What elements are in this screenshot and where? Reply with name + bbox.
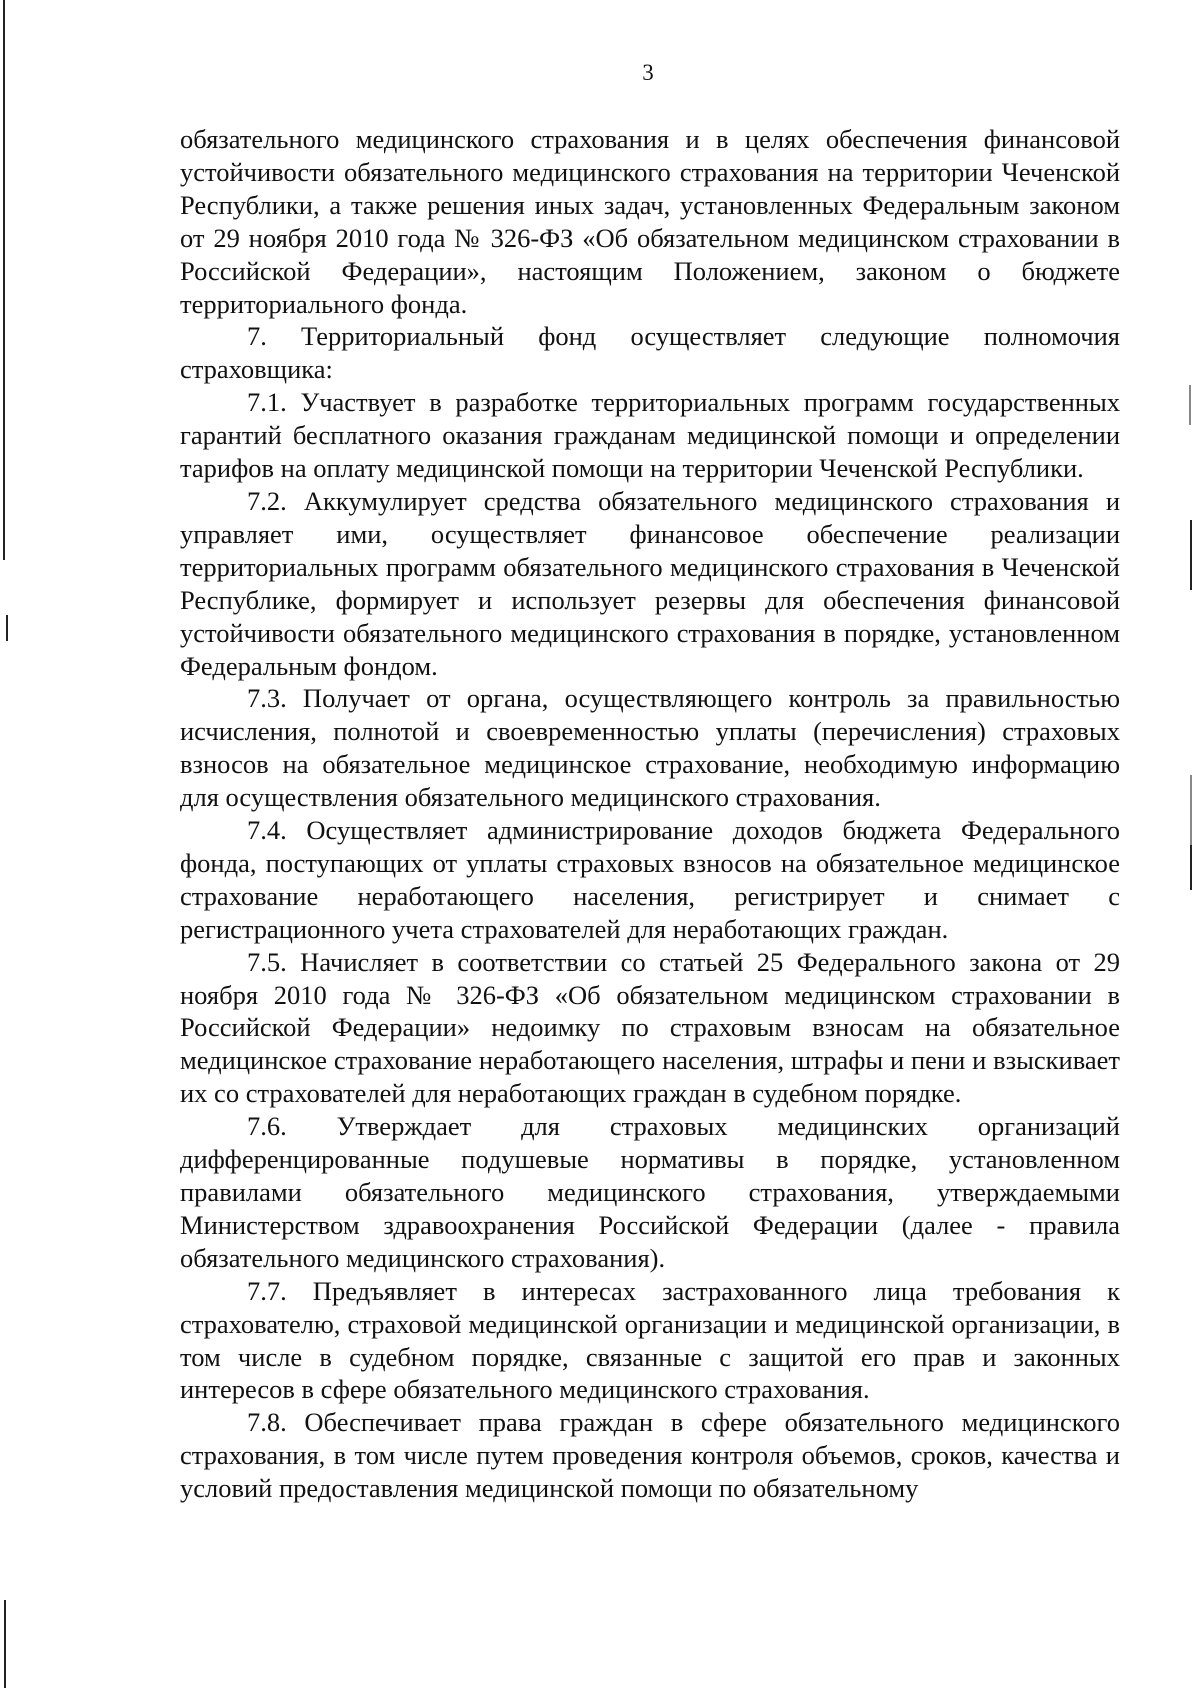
paragraph-continuation: обязательного медицинского страхования и в целях обеспечения финансовой устойчивости обязательного медицинского страхования на территории Чеченской Республики, а также решения иных задач, установленных Федеральным законом от 29 ноября 2010 года № 326-ФЗ «Об обязательном медицинском страховании в Российской Федерации», настоящим Положением, законом о бюджете территориального фонда. xyxy=(180,124,1120,319)
paragraph-7-5: 7.5. Начисляет в соответствии со статьей 25 Федерального закона от 29 ноября 2010 года № 326-ФЗ «Об обязательном медицинском страховании в Российской Федерации» недоимку по страховым взносам на обязательное медицинское страхование неработающего населения, штрафы и пени и взыскивает их со страхователей для неработающих граждан в судебном порядке. xyxy=(180,946,1120,1109)
scan-mark-right-2 xyxy=(1190,520,1192,590)
paragraph-7-1: 7.1. Участвует в разработке территориальных программ государственных гарантий бесплатного оказания гражданам медицинской помощи и определении тарифов на оплату медицинской помощи на территории Чеченской Республики. xyxy=(180,387,1120,484)
scan-mark-right-4 xyxy=(1190,845,1192,890)
paragraph-7-4: 7.4. Осуществляет администрирование доходов бюджета Федерального фонда, поступающих от уплаты страховых взносов на обязательное медицинское страхование неработающего населения, регистрирует и снимает с регистрационного учета страхователей для неработающих граждан. xyxy=(180,815,1120,944)
scan-mark-left xyxy=(6,615,8,641)
scan-mark-right-3 xyxy=(1190,775,1192,845)
page-number: 3 xyxy=(642,60,654,85)
paragraph-7-2: 7.2. Аккумулирует средства обязательного медицинского страхования и управляет ими, осуществляет финансовое обеспечение реализации территориальных программ обязательного медицинского страхования в Чеченской Республике, формирует и использует резервы для обеспечения финансовой устойчивости обязательного медицинского страхования в порядке, установленном Федеральным фондом. xyxy=(180,485,1120,681)
paragraph-7: 7. Территориальный фонд осуществляет следующие полномочия страховщика: xyxy=(180,321,1120,385)
paragraph-7-8: 7.8. Обеспечивает права граждан в сфере обязательного медицинского страхования, в том числе путем проведения контроля объемов, сроков, качества и условий предоставления медицинской помощи по обязательному xyxy=(180,1407,1120,1504)
document-body xyxy=(180,123,1120,1505)
scan-edge-left-lower xyxy=(4,1600,6,1688)
paragraph-7-7: 7.7. Предъявляет в интересах застрахованного лица требования к страхователю, страховой медицинской организации и медицинской организации, в том числе в судебном порядке, связанные с защитой его прав и законных интересов в сфере обязательного медицинского страхования. xyxy=(180,1275,1120,1405)
paragraph-7-3: 7.3. Получает от органа, осуществляющего контроль за правильностью исчисления, полнотой и своевременностью уплаты (перечисления) страховых взносов на обязательное медицинское страхование, необходимую информацию для осуществления обязательного медицинского страхования. xyxy=(180,683,1120,813)
scan-mark-right-1 xyxy=(1189,385,1191,425)
paragraph-7-6: 7.6. Утверждает для страховых медицинских организаций дифференцированные подушевые нормативы в порядке, установленном правилами обязательного медицинского страхования, утверждаемыми Министерством здравоохранения Российской Федерации (далее - правила обязательного медицинского страхования). xyxy=(180,1111,1120,1273)
